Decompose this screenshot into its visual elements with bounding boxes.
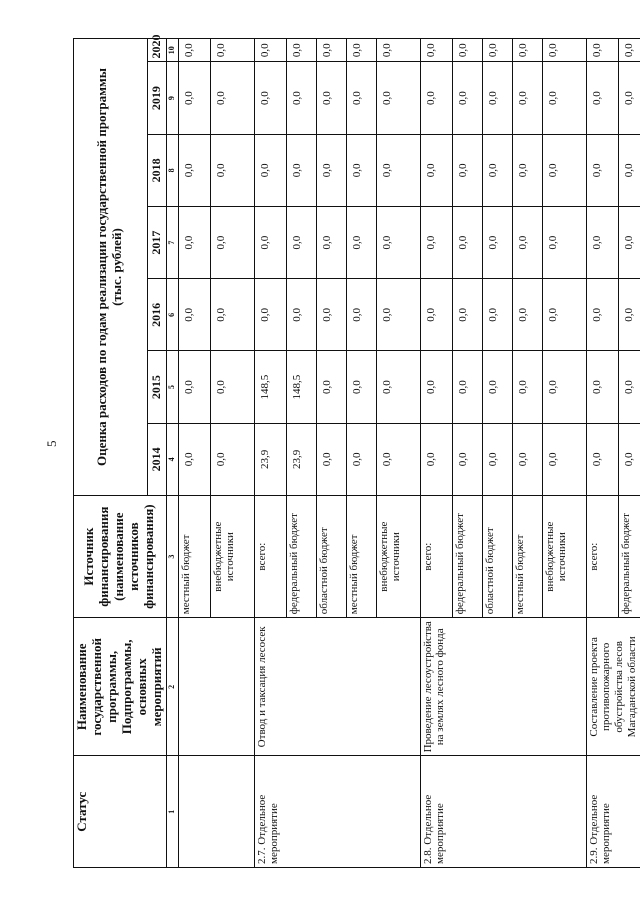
value-cell: 0,0 bbox=[316, 39, 346, 62]
value-cell: 0,0 bbox=[452, 423, 482, 495]
value-cell: 0,0 bbox=[512, 423, 542, 495]
column-index: 9 bbox=[166, 62, 178, 134]
value-cell: 0,0 bbox=[178, 206, 210, 278]
header-source: Источник финансирования (наименование источников финансирования) bbox=[74, 496, 167, 618]
column-index: 4 bbox=[166, 423, 178, 495]
row-source: всего: bbox=[586, 496, 618, 618]
value-cell: 0,0 bbox=[316, 279, 346, 351]
row-source: местный бюджет bbox=[346, 496, 376, 618]
row-source: внебюджетные источники bbox=[376, 496, 420, 618]
value-cell: 0,0 bbox=[178, 423, 210, 495]
value-cell: 0,0 bbox=[512, 39, 542, 62]
column-index: 10 bbox=[166, 39, 178, 62]
value-cell: 0,0 bbox=[452, 351, 482, 423]
value-cell: 0,0 bbox=[420, 279, 452, 351]
value-cell: 0,0 bbox=[542, 62, 586, 134]
table-row bbox=[420, 39, 452, 868]
column-index: 2 bbox=[166, 618, 178, 756]
column-index-row bbox=[166, 39, 178, 868]
row-status bbox=[178, 756, 254, 868]
value-cell: 0,0 bbox=[452, 134, 482, 206]
value-cell: 0,0 bbox=[420, 134, 452, 206]
value-cell: 0,0 bbox=[482, 62, 512, 134]
value-cell: 0,0 bbox=[420, 423, 452, 495]
value-cell: 0,0 bbox=[376, 206, 420, 278]
value-cell: 0,0 bbox=[254, 39, 286, 62]
table-row bbox=[254, 39, 286, 868]
row-name: Составление проекта противопожарного обустройства лесов Магаданской области bbox=[586, 618, 640, 756]
budget-table bbox=[73, 34, 640, 868]
row-name bbox=[178, 618, 254, 756]
column-index: 8 bbox=[166, 134, 178, 206]
value-cell: 0,0 bbox=[346, 134, 376, 206]
value-cell: 0,0 bbox=[542, 423, 586, 495]
value-cell: 0,0 bbox=[586, 351, 618, 423]
value-cell: 0,0 bbox=[512, 206, 542, 278]
value-cell: 0,0 bbox=[512, 134, 542, 206]
year-header: 2017 bbox=[147, 206, 166, 278]
value-cell: 0,0 bbox=[482, 423, 512, 495]
row-name: Проведение лесоустройства на землях лесного фонда bbox=[420, 618, 586, 756]
value-cell: 0,0 bbox=[178, 39, 210, 62]
value-cell: 0,0 bbox=[586, 206, 618, 278]
header-status: Статус bbox=[74, 756, 167, 868]
value-cell: 0,0 bbox=[512, 62, 542, 134]
value-cell: 0,0 bbox=[482, 351, 512, 423]
year-header: 2014 bbox=[147, 423, 166, 495]
header-estimate-line2: (тыс. рублей) bbox=[109, 228, 125, 306]
header-estimate bbox=[74, 39, 148, 496]
year-header: 2015 bbox=[147, 351, 166, 423]
value-cell: 0,0 bbox=[482, 279, 512, 351]
value-cell: 0,0 bbox=[286, 62, 316, 134]
value-cell: 0,0 bbox=[482, 39, 512, 62]
value-cell: 0,0 bbox=[316, 423, 346, 495]
value-cell: 0,0 bbox=[542, 39, 586, 62]
table-row bbox=[586, 39, 618, 868]
value-cell: 0,0 bbox=[210, 279, 254, 351]
row-status: 2.9. Отдельное мероприятие bbox=[586, 756, 640, 868]
value-cell: 0,0 bbox=[482, 134, 512, 206]
value-cell: 0,0 bbox=[618, 39, 640, 62]
rotated-table-wrapper bbox=[73, 34, 640, 868]
value-cell: 0,0 bbox=[420, 351, 452, 423]
value-cell: 0,0 bbox=[512, 279, 542, 351]
row-source: федеральный бюджет bbox=[286, 496, 316, 618]
value-cell: 0,0 bbox=[618, 423, 640, 495]
column-index: 5 bbox=[166, 351, 178, 423]
row-source: федеральный бюджет bbox=[452, 496, 482, 618]
value-cell: 0,0 bbox=[618, 134, 640, 206]
value-cell: 0,0 bbox=[376, 62, 420, 134]
row-source: внебюджетные источники bbox=[210, 496, 254, 618]
row-source: федеральный бюджет bbox=[618, 496, 640, 618]
table-body bbox=[166, 39, 640, 868]
value-cell: 0,0 bbox=[452, 39, 482, 62]
value-cell: 0,0 bbox=[346, 62, 376, 134]
value-cell: 0,0 bbox=[376, 423, 420, 495]
value-cell: 0,0 bbox=[586, 134, 618, 206]
value-cell: 0,0 bbox=[482, 206, 512, 278]
row-source: местный бюджет bbox=[512, 496, 542, 618]
value-cell: 0,0 bbox=[542, 206, 586, 278]
value-cell: 0,0 bbox=[346, 39, 376, 62]
value-cell: 0,0 bbox=[254, 134, 286, 206]
value-cell: 0,0 bbox=[376, 39, 420, 62]
year-header: 2018 bbox=[147, 134, 166, 206]
value-cell: 0,0 bbox=[178, 351, 210, 423]
row-source: всего: bbox=[254, 496, 286, 618]
value-cell: 0,0 bbox=[586, 423, 618, 495]
row-name: Отвод и таксация лесосек bbox=[254, 618, 420, 756]
value-cell: 0,0 bbox=[316, 134, 346, 206]
value-cell: 0,0 bbox=[286, 39, 316, 62]
year-header: 2019 bbox=[147, 62, 166, 134]
value-cell: 148,5 bbox=[286, 351, 316, 423]
value-cell: 0,0 bbox=[286, 279, 316, 351]
row-source: местный бюджет bbox=[178, 496, 210, 618]
value-cell: 23,9 bbox=[286, 423, 316, 495]
value-cell: 0,0 bbox=[420, 62, 452, 134]
value-cell: 0,0 bbox=[618, 351, 640, 423]
header-name: Наименование государственной программы, Подпрограммы, основных мероприятий bbox=[74, 618, 167, 756]
value-cell: 0,0 bbox=[254, 279, 286, 351]
value-cell: 0,0 bbox=[178, 134, 210, 206]
value-cell: 0,0 bbox=[210, 39, 254, 62]
value-cell: 0,0 bbox=[346, 206, 376, 278]
row-status: 2.7. Отдельное мероприятие bbox=[254, 756, 420, 868]
value-cell: 0,0 bbox=[420, 39, 452, 62]
value-cell: 0,0 bbox=[254, 206, 286, 278]
value-cell: 0,0 bbox=[376, 279, 420, 351]
value-cell: 0,0 bbox=[316, 206, 346, 278]
value-cell: 0,0 bbox=[346, 423, 376, 495]
column-index: 3 bbox=[166, 496, 178, 618]
row-status: 2.8. Отдельное мероприятие bbox=[420, 756, 586, 868]
value-cell: 0,0 bbox=[346, 351, 376, 423]
value-cell: 0,0 bbox=[316, 62, 346, 134]
column-index: 1 bbox=[166, 756, 178, 868]
value-cell: 0,0 bbox=[210, 206, 254, 278]
value-cell: 0,0 bbox=[210, 351, 254, 423]
value-cell: 23,9 bbox=[254, 423, 286, 495]
value-cell: 0,0 bbox=[210, 423, 254, 495]
value-cell: 0,0 bbox=[542, 134, 586, 206]
value-cell: 0,0 bbox=[210, 62, 254, 134]
row-source: внебюджетные источники bbox=[542, 496, 586, 618]
table-row bbox=[178, 39, 210, 868]
header-estimate-line1: Оценка расходов по годам реализации государственной программы bbox=[94, 68, 110, 466]
value-cell: 0,0 bbox=[178, 279, 210, 351]
value-cell: 0,0 bbox=[316, 351, 346, 423]
row-source: областной бюджет bbox=[482, 496, 512, 618]
value-cell: 0,0 bbox=[452, 62, 482, 134]
value-cell: 0,0 bbox=[420, 206, 452, 278]
year-header: 2016 bbox=[147, 279, 166, 351]
value-cell: 0,0 bbox=[586, 62, 618, 134]
value-cell: 148,5 bbox=[254, 351, 286, 423]
value-cell: 0,0 bbox=[376, 134, 420, 206]
column-index: 6 bbox=[166, 279, 178, 351]
value-cell: 0,0 bbox=[254, 62, 286, 134]
value-cell: 0,0 bbox=[542, 351, 586, 423]
value-cell: 0,0 bbox=[178, 62, 210, 134]
value-cell: 0,0 bbox=[452, 279, 482, 351]
value-cell: 0,0 bbox=[210, 134, 254, 206]
column-index: 7 bbox=[166, 206, 178, 278]
year-header: 2020 bbox=[147, 39, 166, 62]
value-cell: 0,0 bbox=[542, 279, 586, 351]
value-cell: 0,0 bbox=[286, 134, 316, 206]
value-cell: 0,0 bbox=[618, 279, 640, 351]
value-cell: 0,0 bbox=[586, 279, 618, 351]
value-cell: 0,0 bbox=[586, 39, 618, 62]
page-number: 5 bbox=[44, 440, 59, 447]
row-source: всего: bbox=[420, 496, 452, 618]
value-cell: 0,0 bbox=[452, 206, 482, 278]
value-cell: 0,0 bbox=[512, 351, 542, 423]
value-cell: 0,0 bbox=[346, 279, 376, 351]
value-cell: 0,0 bbox=[376, 351, 420, 423]
row-source: областной бюджет bbox=[316, 496, 346, 618]
value-cell: 0,0 bbox=[618, 206, 640, 278]
value-cell: 0,0 bbox=[618, 62, 640, 134]
value-cell: 0,0 bbox=[286, 206, 316, 278]
